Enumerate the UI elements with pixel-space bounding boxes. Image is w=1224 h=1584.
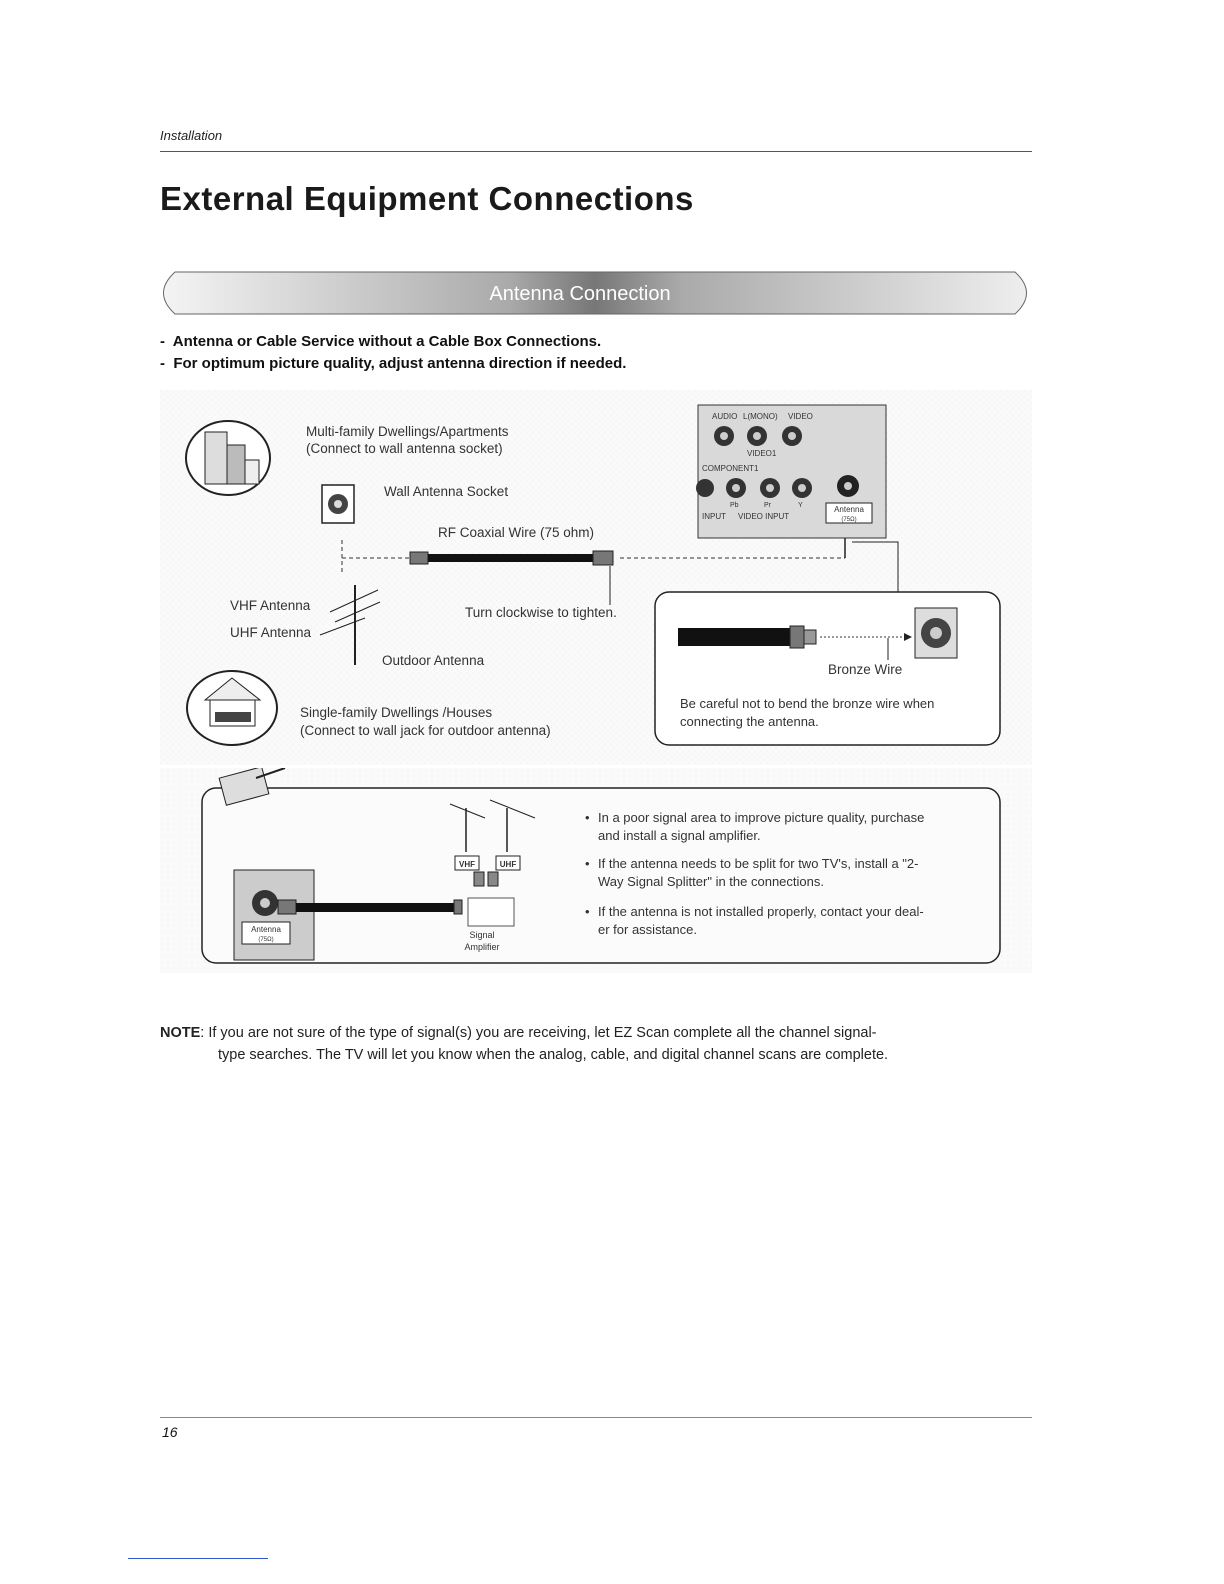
svg-text:Pb: Pb [730,502,739,509]
section-label: Installation [160,128,223,143]
svg-text:Antenna: Antenna [834,505,864,514]
bottom-link-underline [128,1558,268,1559]
antenna-connection-diagram [160,390,1032,765]
svg-text:VIDEO INPUT: VIDEO INPUT [738,512,790,521]
outdoor-antenna-label: Outdoor Antenna [382,653,485,668]
caution-text: Be careful not to bend the bronze wire when [680,696,935,711]
antenna-jack-icon [234,870,314,960]
vhf-antenna-label: VHF Antenna [230,598,311,613]
tip-item: er for assistance. [598,922,697,937]
svg-text:(75Ω): (75Ω) [258,937,274,943]
bronze-wire-callout [655,592,1000,745]
svg-text:Antenna: Antenna [251,925,281,934]
intro-item: - For optimum picture quality, adjust antenna direction if needed. [160,355,627,372]
tip-item: and install a signal amplifier. [598,828,761,843]
tv-back-panel [696,405,886,538]
tip-item: If the antenna is not installed properly, contact your deal- [598,904,924,919]
uhf-label: UHF [499,860,517,869]
section-banner [150,268,1040,318]
svg-text:•: • [585,810,590,825]
turn-clockwise-label: Turn clockwise to tighten. [465,605,617,620]
footer-rule [160,1417,1032,1418]
intro-item: - Antenna or Cable Service without a Cable Box Connections. [160,333,602,350]
banner-label: Antenna Connection [489,283,671,305]
note-line: type searches. The TV will let you know when the analog, cable, and digital channel scans are complete. [218,1047,889,1063]
signal-amplifier-label: Amplifier [464,942,500,952]
page-title: External Equipment Connections [160,180,694,217]
single-family-label: Single-family Dwellings /Houses [300,705,493,720]
note-tag: NOTE [160,1025,201,1041]
tip-item: Way Signal Splitter" in the connections. [598,874,824,889]
tip-item: If the antenna needs to be split for two TV's, install a "2- [598,856,919,871]
signal-amplifier-label: Signal [469,930,495,940]
vhf-label: VHF [459,860,475,869]
single-family-sublabel: (Connect to wall jack for outdoor antenna) [300,723,551,738]
note-paragraph [160,1022,1040,1066]
svg-text:L(MONO): L(MONO) [743,412,778,421]
wall-socket-icon [322,485,354,523]
rf-wire-label: RF Coaxial Wire (75 ohm) [438,525,595,540]
intro-list [160,331,626,375]
uhf-antenna-label: UHF Antenna [230,625,312,640]
wall-socket-label: Wall Antenna Socket [384,484,509,499]
multi-family-label: Multi-family Dwellings/Apartments [306,424,509,439]
signal-tips-panel [160,768,1032,973]
caution-text: connecting the antenna. [680,714,819,729]
apartment-icon [186,421,270,495]
multi-family-sublabel: (Connect to wall antenna socket) [306,441,503,456]
svg-text:Pr: Pr [764,502,771,509]
svg-text:•: • [585,856,590,871]
svg-text:INPUT: INPUT [702,512,726,521]
svg-text:COMPONENT1: COMPONENT1 [702,464,759,473]
header-rule [160,151,1032,152]
svg-text:VIDEO1: VIDEO1 [747,449,777,458]
svg-text:VIDEO: VIDEO [788,412,813,421]
svg-text:AUDIO: AUDIO [712,412,738,421]
page-number: 16 [162,1424,178,1440]
svg-text:Y: Y [798,502,803,509]
svg-text:•: • [585,904,590,919]
bronze-wire-label: Bronze Wire [828,662,903,677]
house-icon [187,671,277,745]
svg-text:(75Ω): (75Ω) [841,517,857,523]
note-line: : If you are not sure of the type of signal(s) you are receiving, let EZ Scan complete all the channel signal- [200,1025,877,1041]
tip-item: In a poor signal area to improve picture quality, purchase [598,810,925,825]
